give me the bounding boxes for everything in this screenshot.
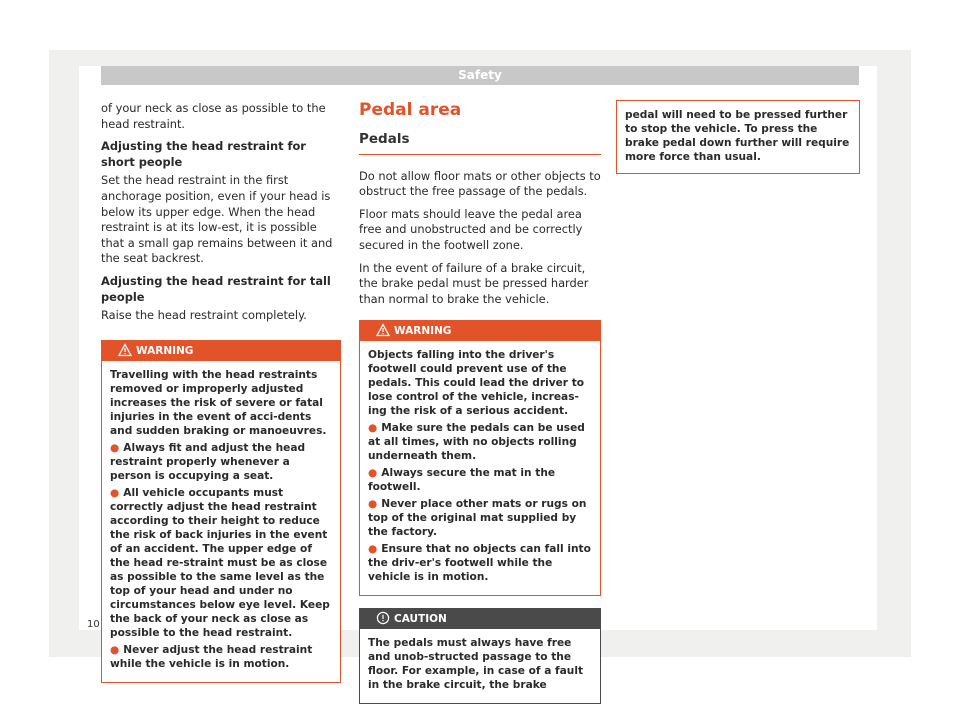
list-item: ● Make sure the pedals can be used at all times, with no objects rolling underneath them. <box>368 422 585 463</box>
caution-body <box>360 629 600 703</box>
paragraph: In the event of failure of a brake circuit, the brake pedal must be pressed harder than normal to brake the vehicle. <box>359 260 589 306</box>
list-item: ● Always fit and adjust the head restraint properly whenever a person is occupying a seat. <box>110 441 306 482</box>
page-number: 10 <box>87 619 100 630</box>
bullet-icon: ● <box>368 467 378 480</box>
bullet-icon: ● <box>368 498 378 511</box>
paragraph: Floor mats should leave the pedal area free and unobstructed and be correctly secured in the footwell zone. <box>359 206 583 252</box>
list-item: ● Always secure the mat in the footwell. <box>368 467 556 494</box>
warning-box <box>101 340 341 683</box>
column-left <box>101 101 341 683</box>
warning-header <box>360 321 600 341</box>
list-item: ● Ensure that no objects can fall into the driv-er's footwell while the vehicle is in motion. <box>368 543 591 584</box>
subheading-short-people: Adjusting the head restraint for short people <box>101 139 306 169</box>
paragraph: Raise the head restraint completely. <box>101 308 307 323</box>
bullet-icon: ● <box>110 643 120 656</box>
warning-triangle-icon <box>118 343 132 357</box>
paragraph: Set the head restraint in the first anchorage position, even if your head is below its upper edge. When the head restraint is at its low-est, it is possible that a small gap remains between it and the seat backrest. <box>101 173 333 266</box>
subheading-tall-people: Adjusting the head restraint for tall people <box>101 273 331 304</box>
column-right <box>616 100 860 174</box>
warning-header <box>102 341 340 361</box>
caution-header <box>360 609 600 629</box>
list-item: ● Never adjust the head restraint while the vehicle is in motion. <box>110 643 313 670</box>
caution-continued-text: pedal will need to be pressed further to stop the vehicle. To press the brake pedal down further will require more force than usual. <box>625 109 850 163</box>
warning-body <box>102 361 340 682</box>
column-middle <box>359 100 601 704</box>
list-item: ● Never place other mats or rugs on top of the original mat supplied by the factory. <box>368 498 587 539</box>
caution-box <box>359 608 601 704</box>
caution-continued-body <box>617 101 859 173</box>
section-subtitle: Pedals <box>359 132 601 155</box>
warning-intro: Objects falling into the driver's footwell could prevent use of the pedals. This could lead the driver to lose control of the vehicle, increas-ing the risk of a serious accident. <box>368 349 585 418</box>
section-title: Pedal area <box>359 100 462 120</box>
warning-triangle-icon <box>376 323 390 337</box>
paragraph: Do not allow floor mats or other objects to obstruct the free passage of the pedals. <box>359 168 601 199</box>
warning-label: WARNING <box>136 344 194 357</box>
warning-intro: Travelling with the head restraints removed or improperly adjusted increases the risk of severe or fatal injuries in the event of acci-dents and sudden braking or manoeuvres. <box>110 368 327 437</box>
caution-text: The pedals must always have free and unob-structed passage to the floor. For example, in case of a fault in the brake circuit, the brake <box>368 637 584 692</box>
warning-body <box>360 341 600 595</box>
caution-circle-icon <box>376 611 390 625</box>
warning-box <box>359 320 601 596</box>
caution-label: CAUTION <box>394 613 447 626</box>
warning-label: WARNING <box>394 325 452 338</box>
caution-continued-box <box>616 100 860 174</box>
bullet-icon: ● <box>110 441 120 454</box>
bullet-icon: ● <box>368 422 378 435</box>
bullet-icon: ● <box>368 543 378 556</box>
bullet-icon: ● <box>110 486 120 499</box>
paragraph: of your neck as close as possible to the head restraint. <box>101 101 326 131</box>
list-item: ● All vehicle occupants must correctly adjust the head restraint according to their height to reduce the risk of back injuries in the event of an accident. The upper edge of the head re-straint must be as close as possible to the same level as the top of your head and under no circumstances below eye level. Keep the back of your neck as close as possible to the head restraint. <box>110 486 330 639</box>
section-header-bar: Safety <box>101 66 859 85</box>
